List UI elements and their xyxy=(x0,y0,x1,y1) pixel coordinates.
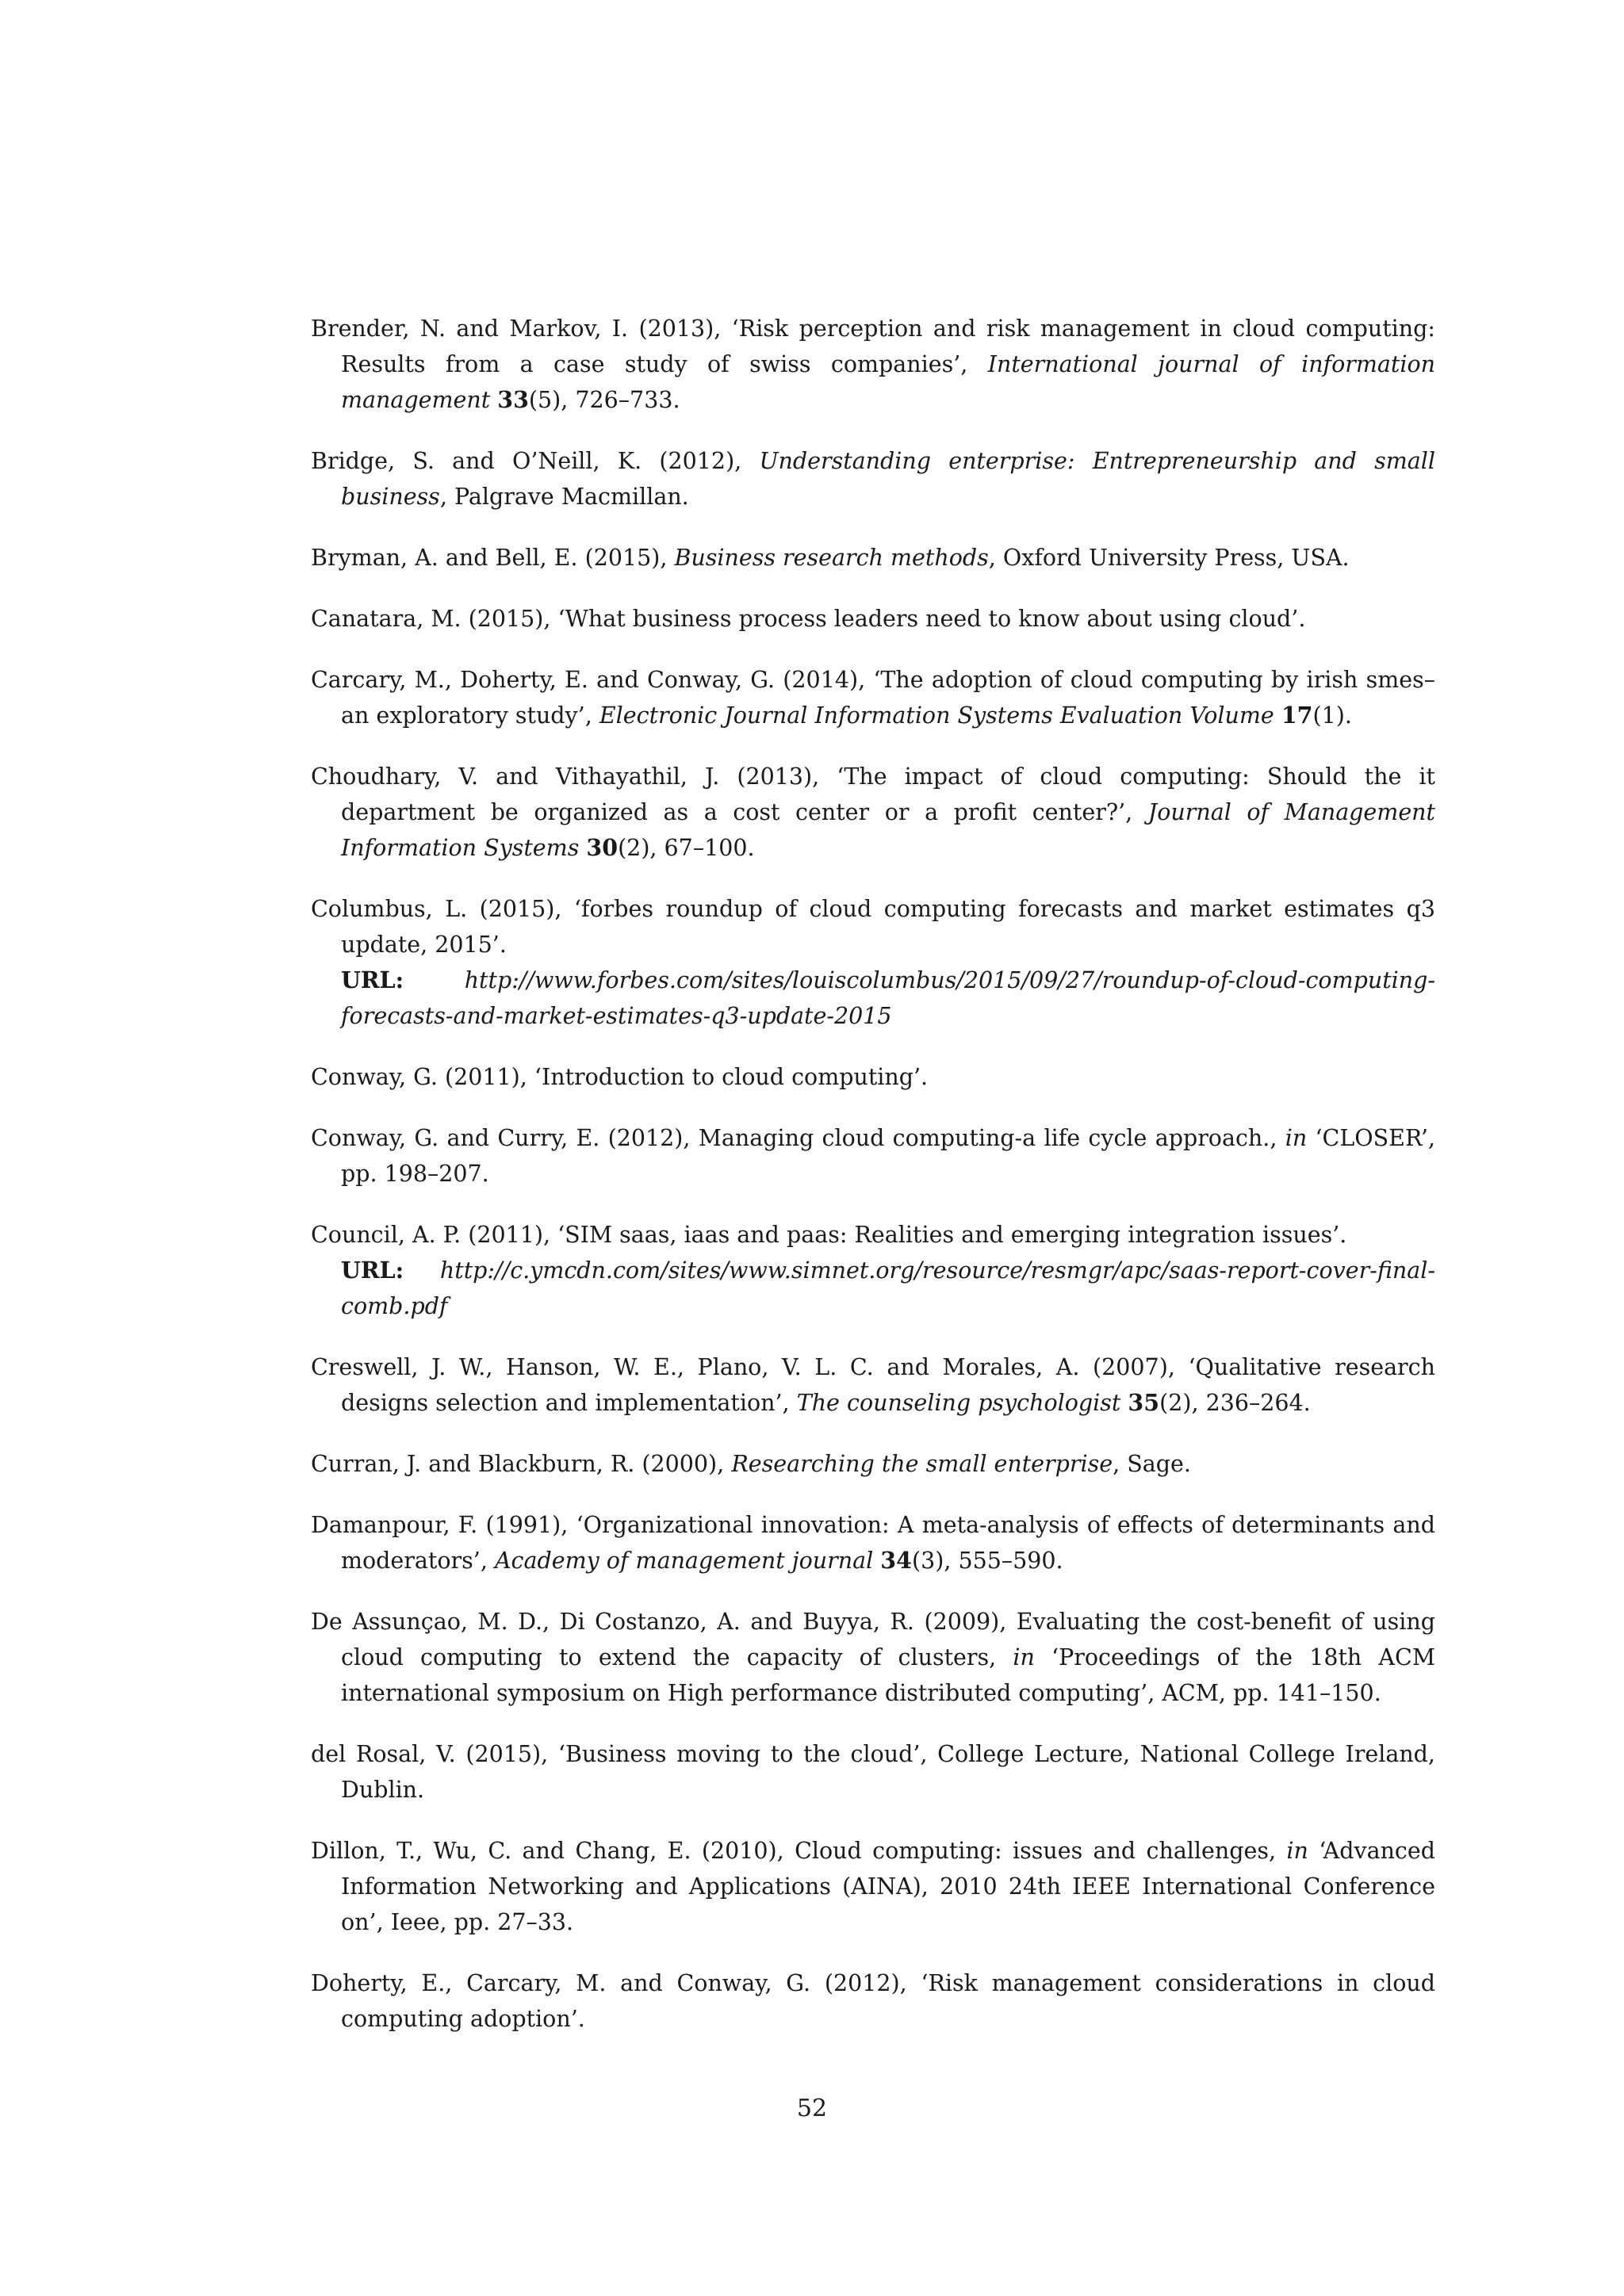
url-label: URL: xyxy=(341,966,404,993)
reference-text: (2), 67–100. xyxy=(618,835,755,861)
journal-title: Electronic Journal Information Systems Evaluation Volume xyxy=(599,702,1274,729)
journal-title: The counseling psychologist xyxy=(796,1390,1121,1416)
journal-title: Academy of management journal xyxy=(494,1548,874,1574)
url-link[interactable]: http://c.ymcdn.com/sites/www.simnet.org/resource/resmgr/apc/saas-report-cover-final- xyxy=(439,1257,1435,1284)
reference-entry xyxy=(311,311,1435,418)
reference-text: ‘Proceedings of the 18th ACM international symposium on High performance distributed computing’, ACM, pp. 141–150. xyxy=(341,1644,1435,1706)
volume: 35 xyxy=(1128,1389,1160,1416)
url-line xyxy=(341,1253,1435,1288)
reference-text: , Sage. xyxy=(1113,1451,1191,1477)
reference-entry xyxy=(311,601,1435,637)
reference-text: Curran, J. and Blackburn, R. (2000), xyxy=(311,1451,732,1477)
reference-text: De Assunçao, M. D., Di Costanzo, A. and Buyya, R. (2009), Evaluating the cost-benefit of using cloud computing to extend the capacity of clusters, xyxy=(311,1609,1435,1670)
reference-text: ‘Advanced Information Networking and Applications (AINA), 2010 24th IEEE International Conference on’, Ieee, pp. 27–33. xyxy=(341,1838,1435,1935)
reference-text: (1). xyxy=(1312,702,1352,729)
reference-text: (5), 726–733. xyxy=(528,387,680,413)
reference-entry xyxy=(311,1059,1435,1095)
in-marker: in xyxy=(1013,1644,1035,1670)
in-marker: in xyxy=(1285,1125,1308,1151)
reference-text: (3), 555–590. xyxy=(911,1548,1063,1574)
reference-text: Bridge, S. and O’Neill, K. (2012), xyxy=(311,448,760,474)
book-title: Understanding enterprise: Entrepreneurship and small business xyxy=(341,448,1435,510)
url-link[interactable]: forecasts-and-market-estimates-q3-update-2015 xyxy=(341,1003,892,1029)
reference-text: Columbus, L. (2015), ‘forbes roundup of cloud computing forecasts and market estimates q3 update, 2015’. xyxy=(311,896,1435,958)
volume: 33 xyxy=(497,386,529,413)
volume: 17 xyxy=(1281,702,1313,729)
reference-text: Creswell, J. W., Hanson, W. E., Plano, V. L. C. and Morales, A. (2007), ‘Qualitative research designs selection and implementation’, xyxy=(311,1354,1435,1416)
reference-text: del Rosal, V. (2015), ‘Business moving to the cloud’, College Lecture, National College Ireland, Dublin. xyxy=(311,1741,1435,1803)
reference-entry xyxy=(311,1446,1435,1482)
reference-text: Dillon, T., Wu, C. and Chang, E. (2010), Cloud computing: issues and challenges, xyxy=(311,1838,1287,1864)
volume: 30 xyxy=(586,834,619,861)
reference-text: Council, A. P. (2011), ‘SIM saas, iaas and paas: Realities and emerging integration issues’. xyxy=(311,1222,1347,1248)
page-number: 52 xyxy=(796,2095,828,2122)
book-title: Researching the small enterprise xyxy=(731,1451,1113,1477)
reference-list xyxy=(311,311,1435,2062)
reference-text: Doherty, E., Carcary, M. and Conway, G. (2012), ‘Risk management considerations in cloud computing adoption’. xyxy=(311,1970,1435,2032)
reference-text: (2), 236–264. xyxy=(1159,1390,1311,1416)
url-link[interactable]: http://www.forbes.com/sites/louiscolumbus/2015/09/27/roundup-of-cloud-computing- xyxy=(464,967,1435,993)
reference-entry xyxy=(311,1217,1435,1324)
url-line xyxy=(341,962,1435,998)
reference-entry xyxy=(311,891,1435,1034)
url-link[interactable]: comb.pdf xyxy=(341,1293,448,1319)
reference-text: Brender, N. and Markov, I. (2013), ‘Risk perception and risk management in cloud computing: Results from a case study of swiss companies’, xyxy=(311,316,1435,377)
reference-text: , Oxford University Press, USA. xyxy=(988,545,1350,571)
reference-entry xyxy=(311,1349,1435,1421)
reference-entry xyxy=(311,443,1435,515)
journal-title: International journal of information management xyxy=(341,351,1435,413)
book-title: Business research methods xyxy=(674,545,989,571)
reference-text: Canatara, M. (2015), ‘What business process leaders need to know about using cloud’. xyxy=(311,606,1306,632)
reference-text: , Palgrave Macmillan. xyxy=(439,484,689,510)
reference-text: Conway, G. (2011), ‘Introduction to cloud computing’. xyxy=(311,1064,929,1090)
reference-entry xyxy=(311,1833,1435,1940)
reference-entry xyxy=(311,662,1435,733)
reference-entry xyxy=(311,540,1435,576)
journal-title: Journal of Management Information Systems xyxy=(341,799,1435,861)
reference-entry xyxy=(311,1736,1435,1808)
volume: 34 xyxy=(880,1547,912,1574)
reference-text: Damanpour, F. (1991), ‘Organizational innovation: A meta-analysis of effects of determinants and moderators’, xyxy=(311,1512,1435,1574)
reference-text: Conway, G. and Curry, E. (2012), Managing cloud computing-a life cycle approach., xyxy=(311,1125,1285,1151)
reference-entry xyxy=(311,1604,1435,1711)
reference-entry xyxy=(311,759,1435,866)
url-label: URL: xyxy=(341,1257,404,1284)
in-marker: in xyxy=(1286,1838,1308,1864)
reference-text: Bryman, A. and Bell, E. (2015), xyxy=(311,545,675,571)
reference-entry xyxy=(311,1965,1435,2037)
reference-text: Carcary, M., Doherty, E. and Conway, G. (2014), ‘The adoption of cloud computing by irish smes–an exploratory study’, xyxy=(311,667,1435,729)
reference-entry xyxy=(311,1507,1435,1578)
reference-text: ‘CLOSER’, pp. 198–207. xyxy=(341,1125,1435,1187)
reference-text: Choudhary, V. and Vithayathil, J. (2013), ‘The impact of cloud computing: Should the it department be organized as a cost center or a profit center?’, xyxy=(311,763,1435,825)
reference-entry xyxy=(311,1120,1435,1192)
